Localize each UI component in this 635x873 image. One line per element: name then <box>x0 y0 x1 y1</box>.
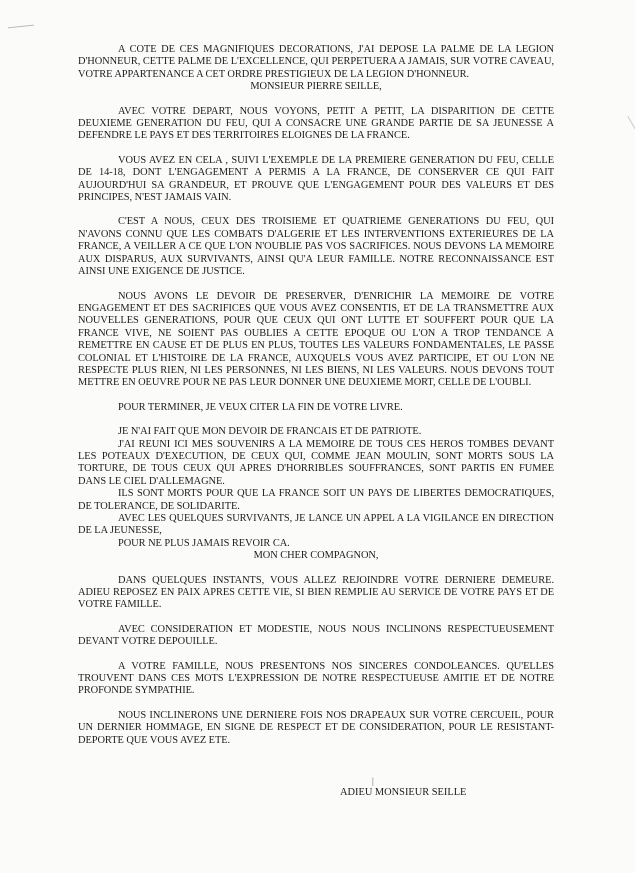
quote-line: AVEC LES QUELQUES SURVIVANTS, JE LANCE UN APPEL A LA VIGILANCE EN DIRECTION DE LA JEUNESSE, <box>78 513 554 537</box>
quote-line: J'AI REUNI ICI MES SOUVENIRS A LA MEMOIRE DE TOUS CES HEROS TOMBES DEVANT LES POTEAUX D'EXECUTION, DE CEUX QUI, COMME JEAN MOULIN, SONT MORTS SOUS LA TORTURE, DE TOUS CEUX QUI APRES D'HORRIBLES SOUFFRANCES, SONT PARTIS EN FUMEE DANS LE CIEL D'ALLEMAGNE. <box>78 438 554 487</box>
quote-line: JE N'AI FAIT QUE MON DEVOIR DE FRANCAIS ET DE PATRIOTE. <box>118 426 422 438</box>
scan-artifact-mark <box>8 25 34 33</box>
signoff: ADIEU MONSIEUR SEILLE <box>340 787 467 798</box>
paragraph: NOUS INCLINERONS UNE DERNIERE FOIS NOS DRAPEAUX SUR VOTRE CERCUEIL, POUR UN DERNIER HOMMAGE, EN SIGNE DE RESPECT ET DE CONSIDERATION, POUR LE RESISTANT-DEPORTE QUE VOUS AVEZ ETE. <box>78 709 554 746</box>
paragraph: A VOTRE FAMILLE, NOUS PRESENTONS NOS SINCERES CONDOLEANCES. QU'ELLES TROUVENT DANS CES MOTS L'EXPRESSION DE NOTRE RESPECTUEUSE AMITIE ET DE NOTRE PROFONDE SYMPATHIE. <box>78 660 554 697</box>
paragraph: A COTE DE CES MAGNIFIQUES DECORATIONS, J'AI DEPOSE LA PALME DE LA LEGION D'HONNEUR, CETTE PALME DE L'EXCELLENCE, QUI PERPETUERA A JAMAIS, SUR VOTRE CAVEAU, VOTRE APPARTENANCE A CET ORDRE PRESTIGIEUX DE LA LEGION D'HONNEUR. <box>78 44 554 80</box>
quote-line: POUR NE PLUS JAMAIS REVOIR CA. <box>118 537 290 549</box>
scan-artifact-mark <box>617 116 635 136</box>
salutation-heading: MON CHER COMPAGNON, <box>253 550 379 562</box>
paragraph: POUR TERMINER, JE VEUX CITER LA FIN DE VOTRE LIVRE. <box>118 401 403 413</box>
paragraph: DANS QUELQUES INSTANTS, VOUS ALLEZ REJOINDRE VOTRE DERNIERE DEMEURE. ADIEU REPOSEZ EN PAIX APRES CETTE VIE, SI BIEN REMPLIE AU SERVICE DE VOTRE PAYS ET DE VOTRE FAMILLE. <box>78 574 554 611</box>
paragraph: VOUS AVEZ EN CELA , SUIVI L'EXEMPLE DE LA PREMIERE GENERATION DU FEU, CELLE DE 14-18, DONT L'ENGAGEMENT A PERMIS A LA FRANCE, DE CONSERVER CE QUI FAIT AUJOURD'HUI SA GRANDEUR, ET PROUVE QUE L'ENGAGEMENT POUR DES VALEURS ET DES PRINCIPES, N'EST JAMAIS VAIN. <box>78 154 554 204</box>
salutation-heading: MONSIEUR PIERRE SEILLE, <box>250 81 382 93</box>
paragraph: AVEC VOTRE DEPART, NOUS VOYONS, PETIT A PETIT, LA DISPARITION DE CETTE DEUXIEME GENERATION DU FEU, QUI A CONSACRE UNE GRANDE PARTIE DE SA JEUNESSE A DEFENDRE LE PAYS ET DES TERRITOIRES ELOIGNES DE LA FRANCE. <box>78 105 554 142</box>
document-body <box>78 44 554 747</box>
handwritten-mark: | <box>372 776 374 786</box>
quote-line: ILS SONT MORTS POUR QUE LA FRANCE SOIT UN PAYS DE LIBERTES DEMOCRATIQUES, DE TOLERANCE, DE SOLIDARITE. <box>78 488 554 512</box>
paragraph: AVEC CONSIDERATION ET MODESTIE, NOUS NOUS INCLINONS RESPECTUEUSEMENT DEVANT VOTRE DEPOUILLE. <box>78 623 554 648</box>
paragraph: NOUS AVONS LE DEVOIR DE PRESERVER, D'ENRICHIR LA MEMOIRE DE VOTRE ENGAGEMENT ET DES SACRIFICES QUE VOUS AVEZ CONSENTIS, ET DE LA TRANSMETTRE AUX NOUVELLES GENERATIONS, POUR QUE CEUX QUI ONT LUTTE ET SOUFFERT POUR QUE LA FRANCE VIVE, NE SOIENT PAS OUBLIES A CETTE EPOQUE OU L'ON A TROP TENDANCE A REMETTRE EN CAUSE ET DE PLUS EN PLUS, TOUTES LES VALEURS FONDAMENTALES, LE PASSE COLONIAL ET L'HISTOIRE DE LA FRANCE, AUXQUELS VOUS AVEZ PARTICIPE, ET OU L'ON NE RESPECTE PLUS RIEN, NI LES PERSONNES, NI LES BIENS, NI LES VALEURS. NOUS DEVONS TOUT METTRE EN OEUVRE POUR NE PAS LEUR DONNER UNE DEUXIEME MORT, CELLE DE L'OUBLI. <box>78 290 554 389</box>
book-quote <box>78 426 554 550</box>
paragraph: C'EST A NOUS, CEUX DES TROISIEME ET QUATRIEME GENERATIONS DU FEU, QUI N'AVONS CONNU QUE LES COMBATS D'ALGERIE ET LES INTERVENTIONS EXTERIEURES DE LA FRANCE, A VEILLER A CE QUE L'ON N'OUBLIE PAS VOS SACRIFICES. NOUS DEVONS LA MEMOIRE AUX DISPARUS, AUX SURVIVANTS, AINSI QU'A LEUR FAMILLE. NOTRE RECONNAISSANCE EST AINSI UNE EXIGENCE DE JUSTICE. <box>78 216 554 278</box>
